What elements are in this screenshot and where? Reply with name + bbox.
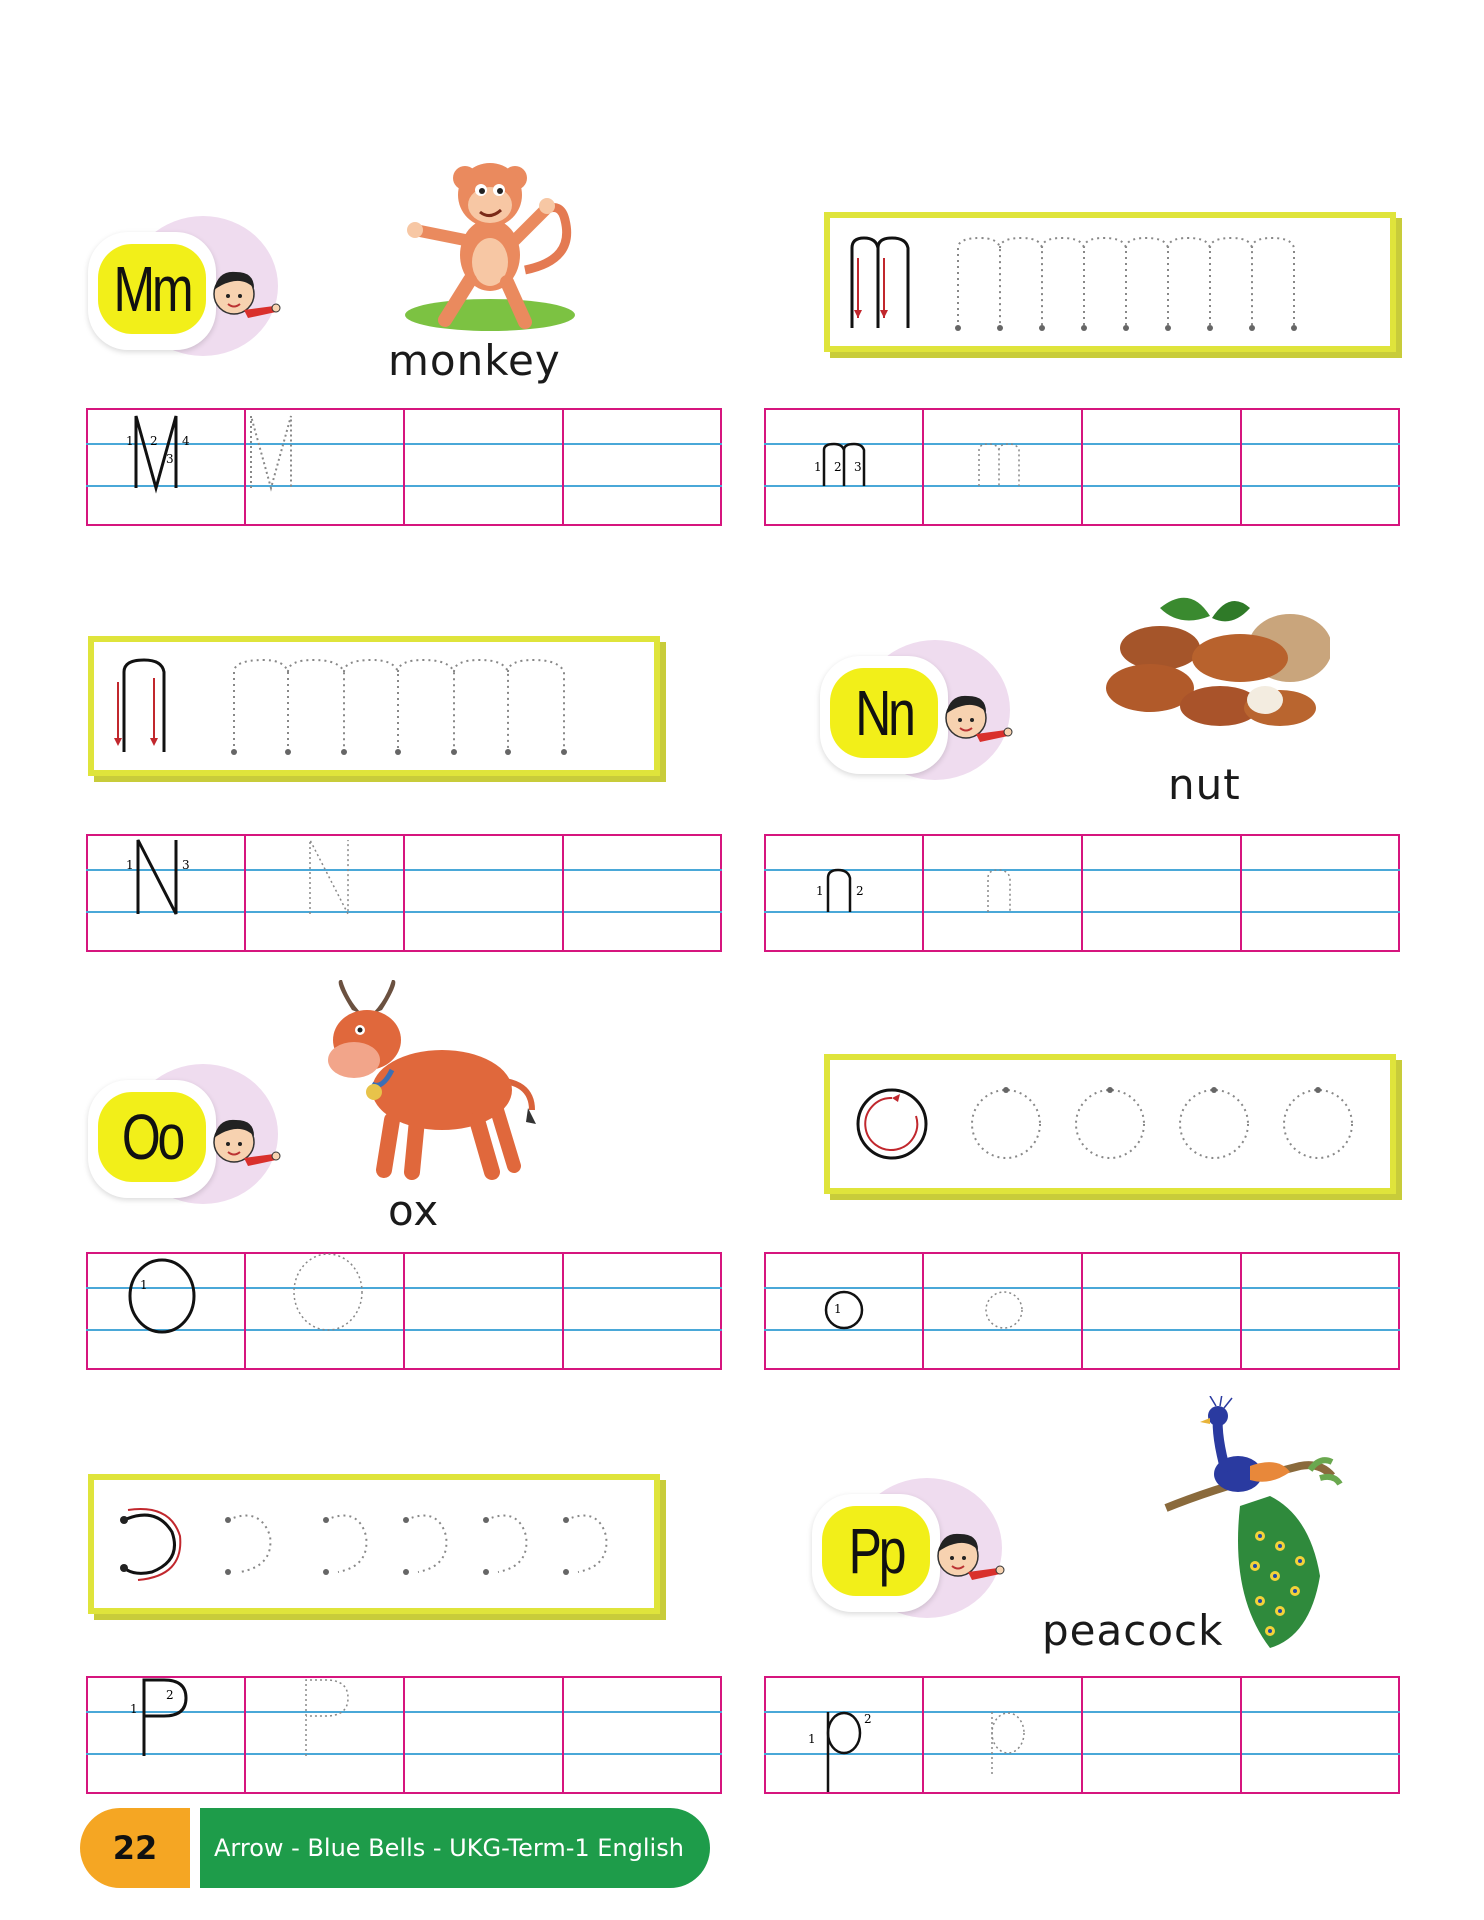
- writing-grid-capital-o[interactable]: [86, 1252, 722, 1370]
- stroke-number: 3: [854, 460, 862, 474]
- writing-grid-small-m[interactable]: [764, 408, 1400, 526]
- letter-badge-nn: [820, 640, 1020, 780]
- letter-badge-mm: [88, 216, 288, 356]
- almonds-image: [1100, 588, 1330, 748]
- boy-pointing-icon: [204, 1104, 284, 1184]
- trace-box-n: [88, 636, 660, 776]
- badge-letters: Mm: [113, 253, 191, 325]
- badge-letters: Pp: [848, 1515, 904, 1587]
- stroke-number: 2: [864, 1712, 872, 1726]
- word-label: nut: [1168, 760, 1241, 809]
- boy-pointing-icon: [928, 1518, 1008, 1598]
- page-number: 22: [80, 1808, 190, 1888]
- stroke-number: 1: [140, 1278, 148, 1292]
- stroke-number: 1: [816, 884, 824, 898]
- word-label: peacock: [1042, 1606, 1224, 1655]
- writing-grid-small-p[interactable]: [764, 1676, 1400, 1794]
- word-label: monkey: [388, 336, 561, 385]
- stroke-number: 1: [814, 460, 822, 474]
- writing-grid-small-n[interactable]: [764, 834, 1400, 952]
- stroke-number: 2: [150, 434, 158, 448]
- trace-box-o: [824, 1054, 1396, 1194]
- letter-badge-pp: [812, 1478, 1012, 1618]
- stroke-number: 1: [834, 1302, 842, 1316]
- stroke-number: 3: [166, 452, 174, 466]
- boy-pointing-icon: [204, 256, 284, 336]
- footer-title: Arrow - Blue Bells - UKG-Term-1 English: [200, 1808, 710, 1888]
- trace-box-p: [88, 1474, 660, 1614]
- stroke-number: 1: [808, 1732, 816, 1746]
- stroke-number: 2: [166, 1688, 174, 1702]
- badge-letters: Oo: [121, 1101, 183, 1173]
- ox-image: [292, 980, 552, 1190]
- trace-box-m: [824, 212, 1396, 352]
- boy-pointing-icon: [936, 680, 1016, 760]
- stroke-number: 1: [126, 434, 134, 448]
- word-label: ox: [388, 1186, 440, 1235]
- stroke-number: 1: [126, 858, 134, 872]
- o-trace-pattern: [830, 1060, 1390, 1188]
- letter-badge-oo: [88, 1064, 288, 1204]
- writing-grid-capital-p[interactable]: [86, 1676, 722, 1794]
- n-trace-pattern: [94, 642, 654, 770]
- stroke-number: 2: [834, 460, 842, 474]
- stroke-number: 4: [182, 434, 190, 448]
- stroke-number: 3: [182, 858, 190, 872]
- badge-letters: Nn: [855, 677, 913, 749]
- m-trace-pattern: [830, 218, 1390, 346]
- writing-grid-capital-n[interactable]: [86, 834, 722, 952]
- p-curve-trace-pattern: [94, 1480, 654, 1608]
- stroke-number: 2: [856, 884, 864, 898]
- writing-grid-capital-m[interactable]: [86, 408, 722, 526]
- writing-grid-small-o[interactable]: [764, 1252, 1400, 1370]
- monkey-image: [385, 150, 585, 335]
- stroke-number: 1: [130, 1702, 138, 1716]
